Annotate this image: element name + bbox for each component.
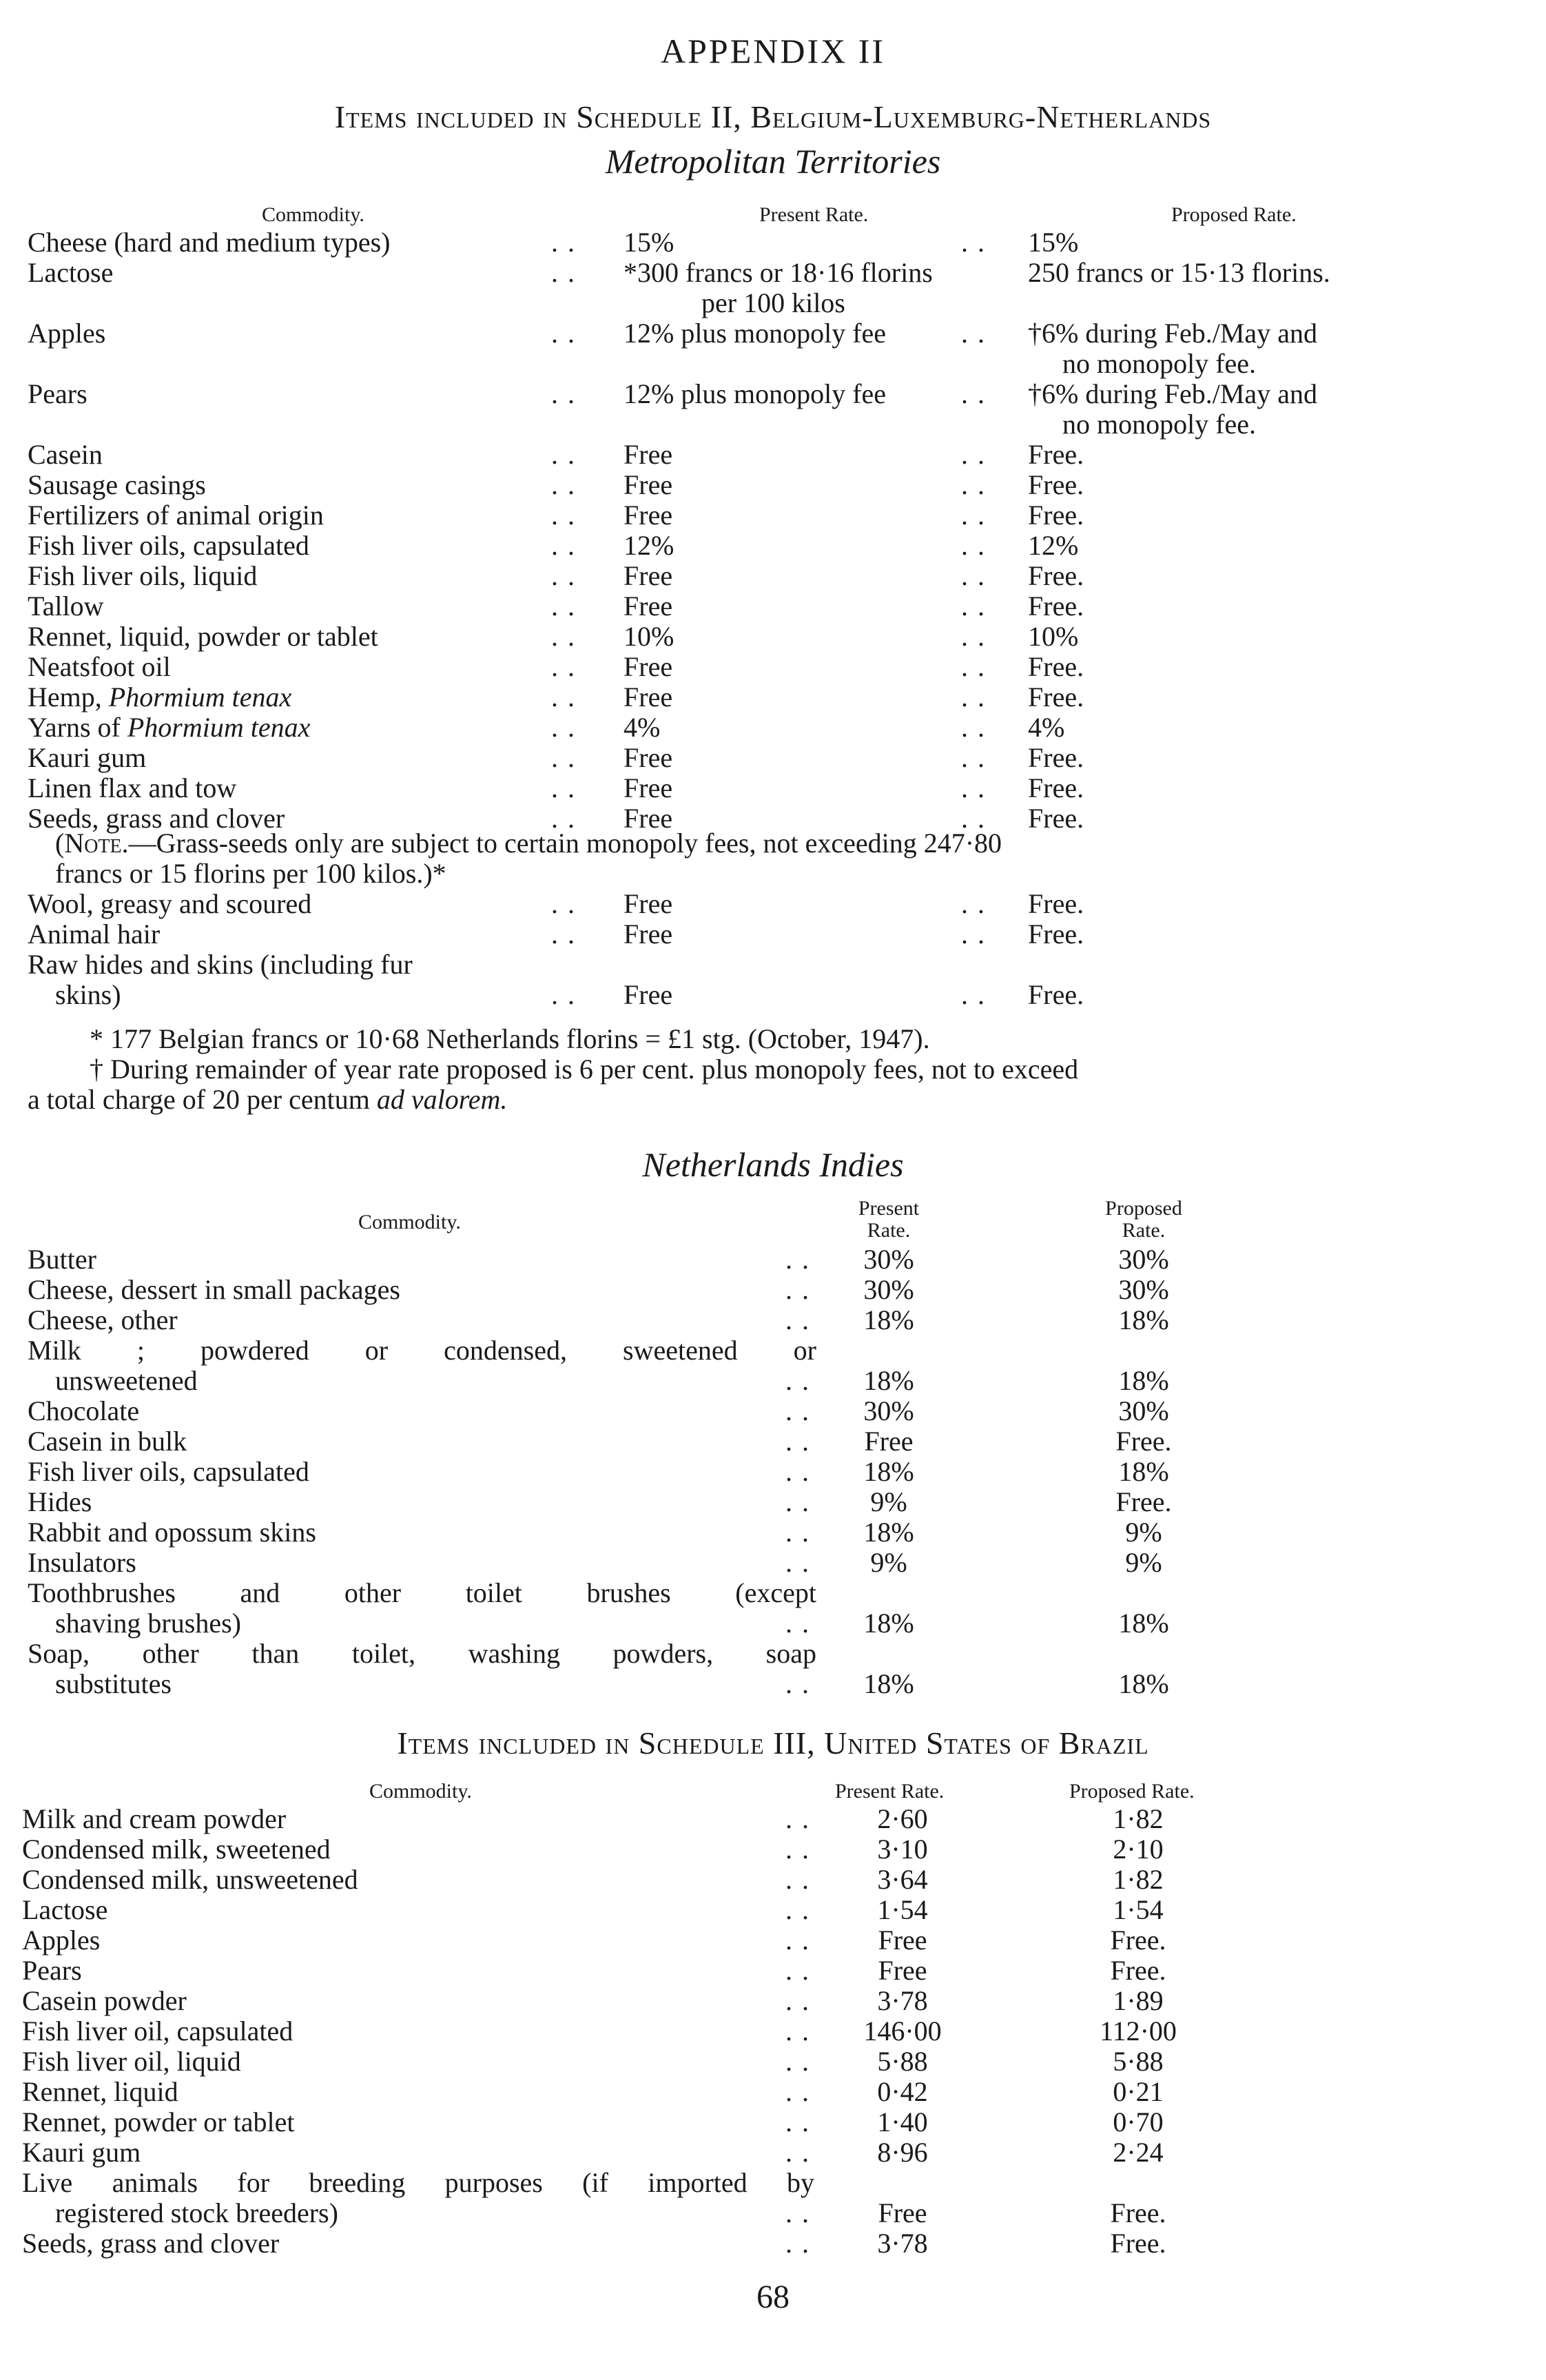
- proposed-rate-cell: Free.: [1028, 651, 1084, 682]
- table-row: [0, 773, 1546, 803]
- present-rate-cell: *300 francs or 18·16 florins: [623, 257, 933, 288]
- leader-dots: . .: [785, 1517, 810, 1548]
- commodity-cell: Condensed milk, unsweetened: [22, 1864, 358, 1895]
- proposed-rate-cell: Free.: [1028, 469, 1084, 500]
- commodity-cell: Apples: [28, 318, 106, 349]
- commodity-cell: Kauri gum: [28, 742, 147, 773]
- proposed-rate-cell-cont: no monopoly fee.: [1062, 348, 1257, 379]
- table-row: [0, 2228, 1546, 2259]
- leader-dots: . .: [785, 1456, 810, 1487]
- leader-dots: . .: [785, 2076, 810, 2107]
- leader-dots: . .: [551, 500, 576, 531]
- proposed-rate-cell: 1·89: [1113, 1985, 1164, 2016]
- leader-dots: . .: [785, 1395, 810, 1426]
- present-rate-cell-cont: per 100 kilos: [701, 287, 845, 318]
- present-rate-cell: 18%: [863, 1668, 914, 1699]
- indies-header-present-2: Rate.: [867, 1219, 911, 1242]
- present-rate-cell: Free: [878, 2197, 927, 2228]
- table-row: [0, 470, 1546, 500]
- table-row: [0, 2137, 1546, 2168]
- proposed-rate-cell: 5·88: [1113, 2046, 1164, 2077]
- commodity-cell: Insulators: [28, 1547, 136, 1578]
- present-rate-cell: 0·42: [877, 2076, 928, 2107]
- leader-dots: . .: [551, 651, 576, 682]
- table-row: [0, 257, 1546, 318]
- page-number: 68: [756, 2279, 790, 2315]
- leader-dots: . .: [785, 1244, 810, 1275]
- present-rate-cell: 30%: [863, 1244, 914, 1275]
- leader-dots: . .: [785, 1274, 810, 1305]
- commodity-italic: Phormium tenax: [127, 712, 311, 743]
- table-row: [0, 2107, 1546, 2137]
- table-row: [0, 1638, 1546, 1699]
- note-prefix: (Note.: [55, 828, 129, 859]
- table-row: [0, 531, 1546, 561]
- leader-dots: . .: [551, 681, 576, 712]
- leader-dots: . .: [961, 803, 986, 834]
- leader-dots: . .: [961, 772, 986, 803]
- present-rate-cell: 146·00: [863, 2015, 942, 2046]
- commodity-cell: Sausage casings: [28, 469, 206, 500]
- table-row: [0, 561, 1546, 591]
- commodity-cell: Live animals for breeding purposes (if imported by: [22, 2167, 814, 2198]
- present-rate-cell: 5·88: [877, 2046, 928, 2077]
- table-row: [0, 1305, 1546, 1335]
- note-line-2: francs or 15 florins per 100 kilos.)*: [55, 858, 446, 889]
- proposed-rate-cell: 250 francs or 15·13 florins.: [1028, 257, 1330, 288]
- leader-dots: . .: [961, 530, 986, 561]
- present-rate-cell: Free: [623, 681, 673, 712]
- present-rate-cell: 1·54: [877, 1894, 928, 1925]
- commodity-cell: Milk ; powdered or condensed, sweetened or: [28, 1335, 816, 1366]
- leader-dots: . .: [785, 1925, 810, 1956]
- proposed-rate-cell: Free.: [1110, 2228, 1166, 2259]
- table-row: [0, 591, 1546, 622]
- present-rate-cell: Free: [623, 772, 673, 803]
- table-row: [0, 2077, 1546, 2107]
- table-row: [0, 1396, 1546, 1426]
- proposed-rate-cell: 0·70: [1113, 2106, 1164, 2137]
- present-rate-cell: Free: [623, 888, 673, 919]
- proposed-rate-cell: 18%: [1118, 1304, 1169, 1335]
- leader-dots: . .: [785, 2106, 810, 2137]
- brazil-header-commodity: Commodity.: [369, 1780, 472, 1803]
- commodity-cell: Fish liver oils, liquid: [28, 560, 258, 591]
- table-row: [0, 2016, 1546, 2046]
- metro-header-proposed: Proposed Rate.: [1171, 203, 1297, 226]
- leader-dots: . .: [961, 469, 986, 500]
- leader-dots: . .: [551, 712, 576, 743]
- table-row: [0, 2046, 1546, 2077]
- commodity-cell: Hides: [28, 1486, 92, 1517]
- commodity-cell: Lactose: [28, 257, 114, 288]
- commodity-italic: Phormium tenax: [108, 681, 292, 712]
- table-row: [0, 1275, 1546, 1305]
- leader-dots: . .: [961, 651, 986, 682]
- proposed-rate-cell: 2·24: [1113, 2137, 1164, 2168]
- present-rate-cell: 8·96: [877, 2137, 928, 2168]
- leader-dots: . .: [785, 2046, 810, 2077]
- commodity-cell: Neatsfoot oil: [28, 651, 171, 682]
- leader-dots: . .: [551, 621, 576, 652]
- proposed-rate-cell: Free.: [1028, 919, 1084, 950]
- table-row: [0, 622, 1546, 652]
- table-row: [0, 1577, 1546, 1639]
- leader-dots: . .: [785, 1304, 810, 1335]
- leader-dots: . .: [551, 439, 576, 470]
- commodity-cell: Chocolate: [28, 1395, 140, 1426]
- leader-dots: . .: [551, 803, 576, 834]
- commodity-cell: Pears: [22, 1955, 82, 1986]
- leader-dots: . .: [551, 227, 576, 258]
- leader-dots: . .: [785, 1985, 810, 2016]
- present-rate-cell: 18%: [863, 1456, 914, 1487]
- table-row: [0, 1517, 1546, 1548]
- commodity-cell: Animal hair: [28, 919, 161, 950]
- leader-dots: . .: [961, 742, 986, 773]
- schedule-3-heading: Items included in Schedule III, United States of Brazil: [397, 1725, 1149, 1761]
- leader-dots: . .: [551, 318, 576, 349]
- commodity-cell: Rennet, liquid, powder or tablet: [28, 621, 378, 652]
- proposed-rate-cell: Free.: [1028, 681, 1084, 712]
- leader-dots: . .: [961, 919, 986, 950]
- leader-dots: . .: [785, 1547, 810, 1578]
- table-row: [0, 1548, 1546, 1578]
- leader-dots: . .: [551, 772, 576, 803]
- commodity-cell: Casein: [28, 439, 103, 470]
- leader-dots: . .: [551, 530, 576, 561]
- leader-dots: . .: [785, 1486, 810, 1517]
- proposed-rate-cell: 9%: [1125, 1547, 1162, 1578]
- commodity-cell: Kauri gum: [22, 2137, 141, 2168]
- leader-dots: . .: [961, 560, 986, 591]
- proposed-rate-cell: Free.: [1028, 979, 1084, 1010]
- leader-dots: . .: [785, 2228, 810, 2259]
- present-rate-cell: 3·78: [877, 2228, 928, 2259]
- leader-dots: . .: [551, 378, 576, 409]
- table-row: [0, 1487, 1546, 1517]
- table-row: [0, 1335, 1546, 1396]
- present-rate-cell: 1·40: [877, 2106, 928, 2137]
- present-rate-cell: Free: [878, 1925, 927, 1956]
- proposed-rate-cell: 18%: [1118, 1668, 1169, 1699]
- commodity-cell: Yarns of Phormium tenax: [28, 712, 311, 743]
- proposed-rate-cell: 4%: [1028, 712, 1065, 743]
- proposed-rate-cell: Free.: [1110, 2197, 1166, 2228]
- proposed-rate-cell: 112·00: [1100, 2015, 1177, 2046]
- present-rate-cell: 12% plus monopoly fee: [623, 378, 887, 409]
- commodity-cell-cont: skins): [55, 979, 121, 1010]
- table-row: [0, 949, 1546, 1010]
- commodity-cell: Toothbrushes and other toilet brushes (except: [28, 1577, 816, 1608]
- proposed-rate-cell: 12%: [1028, 530, 1079, 561]
- present-rate-cell: 12%: [623, 530, 674, 561]
- table-row: [0, 682, 1546, 712]
- table-row: [0, 1865, 1546, 1895]
- table-row: [0, 1426, 1546, 1457]
- present-rate-cell: 4%: [623, 712, 661, 743]
- leader-dots: . .: [551, 591, 576, 622]
- leader-dots: . .: [785, 1864, 810, 1895]
- proposed-rate-cell: †6% during Feb./May and: [1028, 318, 1317, 349]
- proposed-rate-cell: 2·10: [1113, 1834, 1164, 1865]
- leader-dots: . .: [961, 439, 986, 470]
- table-row: [0, 1956, 1546, 1986]
- present-rate-cell: Free: [623, 591, 673, 622]
- proposed-rate-cell: 30%: [1118, 1274, 1169, 1305]
- present-rate-cell: 15%: [623, 227, 674, 258]
- appendix-title: APPENDIX II: [660, 32, 886, 70]
- commodity-cell: Fish liver oil, liquid: [22, 2046, 241, 2077]
- commodity-cell-cont: unsweetened: [55, 1365, 198, 1396]
- proposed-rate-cell: 18%: [1118, 1608, 1169, 1639]
- indies-subheading: Netherlands Indies: [642, 1145, 904, 1184]
- commodity-cell: Pears: [28, 378, 87, 409]
- present-rate-cell: Free: [623, 979, 673, 1010]
- commodity-cell: Cheese, other: [28, 1304, 178, 1335]
- proposed-rate-cell: Free.: [1028, 888, 1084, 919]
- commodity-cell-cont: substitutes: [55, 1668, 172, 1699]
- proposed-rate-cell: 0·21: [1113, 2076, 1164, 2107]
- metropolitan-subheading: Metropolitan Territories: [605, 142, 941, 181]
- present-rate-cell: 30%: [863, 1395, 914, 1426]
- present-rate-cell: Free: [623, 560, 673, 591]
- leader-dots: . .: [961, 681, 986, 712]
- commodity-cell: Seeds, grass and clover: [28, 803, 285, 834]
- leader-dots: . .: [961, 591, 986, 622]
- table-row: [0, 889, 1546, 919]
- leader-dots: . .: [785, 2137, 810, 2168]
- commodity-cell: Casein powder: [22, 1985, 187, 2016]
- commodity-cell: Butter: [28, 1244, 96, 1275]
- schedule-2-heading: Items included in Schedule II, Belgium-Luxemburg-Netherlands: [334, 99, 1212, 134]
- note-line-1: —Grass-seeds only are subject to certain monopoly fees, not exceeding 247·80: [128, 828, 1002, 859]
- footnote-ad-valorem: ad valorem.: [376, 1084, 508, 1115]
- proposed-rate-cell: 1·82: [1113, 1864, 1164, 1895]
- commodity-cell: Soap, other than toilet, washing powders, soap: [28, 1638, 816, 1669]
- footnote-remainder-rate-1: † During remainder of year rate proposed is 6 per cent. plus monopoly fees, not to exceed: [90, 1054, 1079, 1085]
- indies-header-proposed-2: Rate.: [1122, 1219, 1166, 1242]
- leader-dots: . .: [551, 742, 576, 773]
- commodity-cell-cont: registered stock breeders): [55, 2197, 338, 2228]
- table-row: [0, 500, 1546, 531]
- leader-dots: . .: [551, 560, 576, 591]
- commodity-cell: Fish liver oils, capsulated: [28, 530, 309, 561]
- commodity-cell: Milk and cream powder: [22, 1803, 287, 1834]
- present-rate-cell: 18%: [863, 1365, 914, 1396]
- metro-header-commodity: Commodity.: [262, 203, 364, 226]
- proposed-rate-cell: Free.: [1028, 803, 1084, 834]
- present-rate-cell: Free: [623, 500, 673, 531]
- commodity-cell: Condensed milk, sweetened: [22, 1834, 331, 1865]
- commodity-cell: Rennet, liquid: [22, 2076, 178, 2107]
- table-row: [0, 743, 1546, 773]
- commodity-cell: Fertilizers of animal origin: [28, 500, 324, 531]
- commodity-cell: Lactose: [22, 1894, 108, 1925]
- leader-dots: . .: [551, 257, 576, 288]
- proposed-rate-cell-cont: no monopoly fee.: [1062, 409, 1257, 440]
- table-row: [0, 440, 1546, 470]
- present-rate-cell: 10%: [623, 621, 674, 652]
- table-row: [0, 1457, 1546, 1487]
- commodity-cell: Fish liver oils, capsulated: [28, 1456, 309, 1487]
- leader-dots: . .: [785, 2015, 810, 2046]
- proposed-rate-cell: Free.: [1110, 1925, 1166, 1956]
- leader-dots: . .: [961, 318, 986, 349]
- commodity-cell: Wool, greasy and scoured: [28, 888, 312, 919]
- present-rate-cell: 3·78: [877, 1985, 928, 2016]
- present-rate-cell: 18%: [863, 1304, 914, 1335]
- leader-dots: . .: [785, 1834, 810, 1865]
- leader-dots: . .: [785, 1426, 810, 1457]
- commodity-cell: Apples: [22, 1925, 101, 1956]
- proposed-rate-cell: 30%: [1118, 1244, 1169, 1275]
- leader-dots: . .: [551, 919, 576, 950]
- proposed-rate-cell: Free.: [1028, 772, 1084, 803]
- indies-header-proposed-1: Proposed: [1105, 1197, 1182, 1220]
- commodity-cell: Casein in bulk: [28, 1426, 187, 1457]
- leader-dots: . .: [961, 979, 986, 1010]
- commodity-cell: Raw hides and skins (including fur: [28, 949, 413, 980]
- proposed-rate-cell: 9%: [1125, 1517, 1162, 1548]
- table-row: [0, 1244, 1546, 1275]
- present-rate-cell: Free: [623, 742, 673, 773]
- present-rate-cell: 3·64: [877, 1864, 928, 1895]
- leader-dots: . .: [551, 888, 576, 919]
- leader-dots: . .: [785, 1608, 810, 1639]
- proposed-rate-cell: Free.: [1028, 560, 1084, 591]
- present-rate-cell: 9%: [870, 1547, 907, 1578]
- footnote-line-2-text: a total charge of 20 per centum: [28, 1084, 377, 1115]
- footnote-remainder-rate-2: [28, 1085, 507, 1115]
- commodity-cell: Tallow: [28, 591, 104, 622]
- proposed-rate-cell: 15%: [1028, 227, 1079, 258]
- leader-dots: . .: [785, 1668, 810, 1699]
- brazil-header-proposed: Proposed Rate.: [1069, 1780, 1195, 1803]
- commodity-cell: Linen flax and tow: [28, 772, 237, 803]
- present-rate-cell: Free: [623, 469, 673, 500]
- table-row: [0, 227, 1546, 258]
- present-rate-cell: Free: [623, 919, 673, 950]
- commodity-cell: Fish liver oil, capsulated: [22, 2015, 293, 2046]
- commodity-cell: Hemp, Phormium tenax: [28, 681, 292, 712]
- proposed-rate-cell: Free.: [1028, 591, 1084, 622]
- present-rate-cell: Free: [864, 1426, 914, 1457]
- leader-dots: . .: [785, 1894, 810, 1925]
- table-row: [0, 1895, 1546, 1925]
- table-row: [0, 318, 1546, 379]
- proposed-rate-cell: 18%: [1118, 1456, 1169, 1487]
- table-row: [0, 652, 1546, 682]
- commodity-cell: Cheese, dessert in small packages: [28, 1274, 400, 1305]
- commodity-cell: Cheese (hard and medium types): [28, 227, 391, 258]
- table-row: [0, 378, 1546, 440]
- table-row: [0, 919, 1546, 950]
- grass-seed-note: [55, 828, 1002, 859]
- leader-dots: . .: [961, 378, 986, 409]
- proposed-rate-cell: 1·54: [1113, 1894, 1164, 1925]
- table-row: [0, 1804, 1546, 1834]
- proposed-rate-cell: Free.: [1110, 1955, 1166, 1986]
- proposed-rate-cell: 18%: [1118, 1365, 1169, 1396]
- proposed-rate-cell: Free.: [1115, 1486, 1172, 1517]
- proposed-rate-cell: 1·82: [1113, 1803, 1164, 1834]
- present-rate-cell: Free: [623, 439, 673, 470]
- leader-dots: . .: [785, 1365, 810, 1396]
- leader-dots: . .: [785, 1955, 810, 1986]
- present-rate-cell: 3·10: [877, 1834, 928, 1865]
- proposed-rate-cell: †6% during Feb./May and: [1028, 378, 1317, 409]
- leader-dots: . .: [785, 1803, 810, 1834]
- table-row: [0, 712, 1546, 743]
- footnote-exchange-rate: * 177 Belgian francs or 10·68 Netherlands florins = £1 stg. (October, 1947).: [90, 1023, 930, 1054]
- proposed-rate-cell: Free.: [1028, 439, 1084, 470]
- commodity-cell: Rennet, powder or tablet: [22, 2106, 295, 2137]
- present-rate-cell: 2·60: [877, 1803, 928, 1834]
- commodity-cell: Rabbit and opossum skins: [28, 1517, 316, 1548]
- present-rate-cell: 12% plus monopoly fee: [623, 318, 887, 349]
- brazil-header-present: Present Rate.: [835, 1780, 945, 1803]
- commodity-cell: Seeds, grass and clover: [22, 2228, 280, 2259]
- proposed-rate-cell: Free.: [1028, 742, 1084, 773]
- leader-dots: . .: [785, 2197, 810, 2228]
- proposed-rate-cell: Free.: [1028, 500, 1084, 531]
- table-row: [0, 1834, 1546, 1865]
- leader-dots: . .: [551, 469, 576, 500]
- present-rate-cell: Free: [623, 803, 673, 834]
- leader-dots: . .: [961, 500, 986, 531]
- leader-dots: . .: [961, 712, 986, 743]
- proposed-rate-cell: Free.: [1115, 1426, 1172, 1457]
- table-row: [0, 1986, 1546, 2016]
- present-rate-cell: 9%: [870, 1486, 907, 1517]
- indies-header-commodity: Commodity.: [358, 1211, 461, 1233]
- leader-dots: . .: [551, 979, 576, 1010]
- present-rate-cell: Free: [878, 1955, 927, 1986]
- present-rate-cell: 30%: [863, 1274, 914, 1305]
- table-row: [0, 1925, 1546, 1956]
- proposed-rate-cell: 10%: [1028, 621, 1079, 652]
- present-rate-cell: 18%: [863, 1608, 914, 1639]
- metro-header-present: Present Rate.: [759, 203, 869, 226]
- proposed-rate-cell: 30%: [1118, 1395, 1169, 1426]
- present-rate-cell: Free: [623, 651, 673, 682]
- present-rate-cell: 18%: [863, 1517, 914, 1548]
- leader-dots: . .: [961, 888, 986, 919]
- leader-dots: . .: [961, 621, 986, 652]
- commodity-cell-cont: shaving brushes): [55, 1608, 241, 1639]
- table-row: [0, 2167, 1546, 2228]
- indies-header-present-1: Present: [858, 1197, 920, 1220]
- leader-dots: . .: [961, 227, 986, 258]
